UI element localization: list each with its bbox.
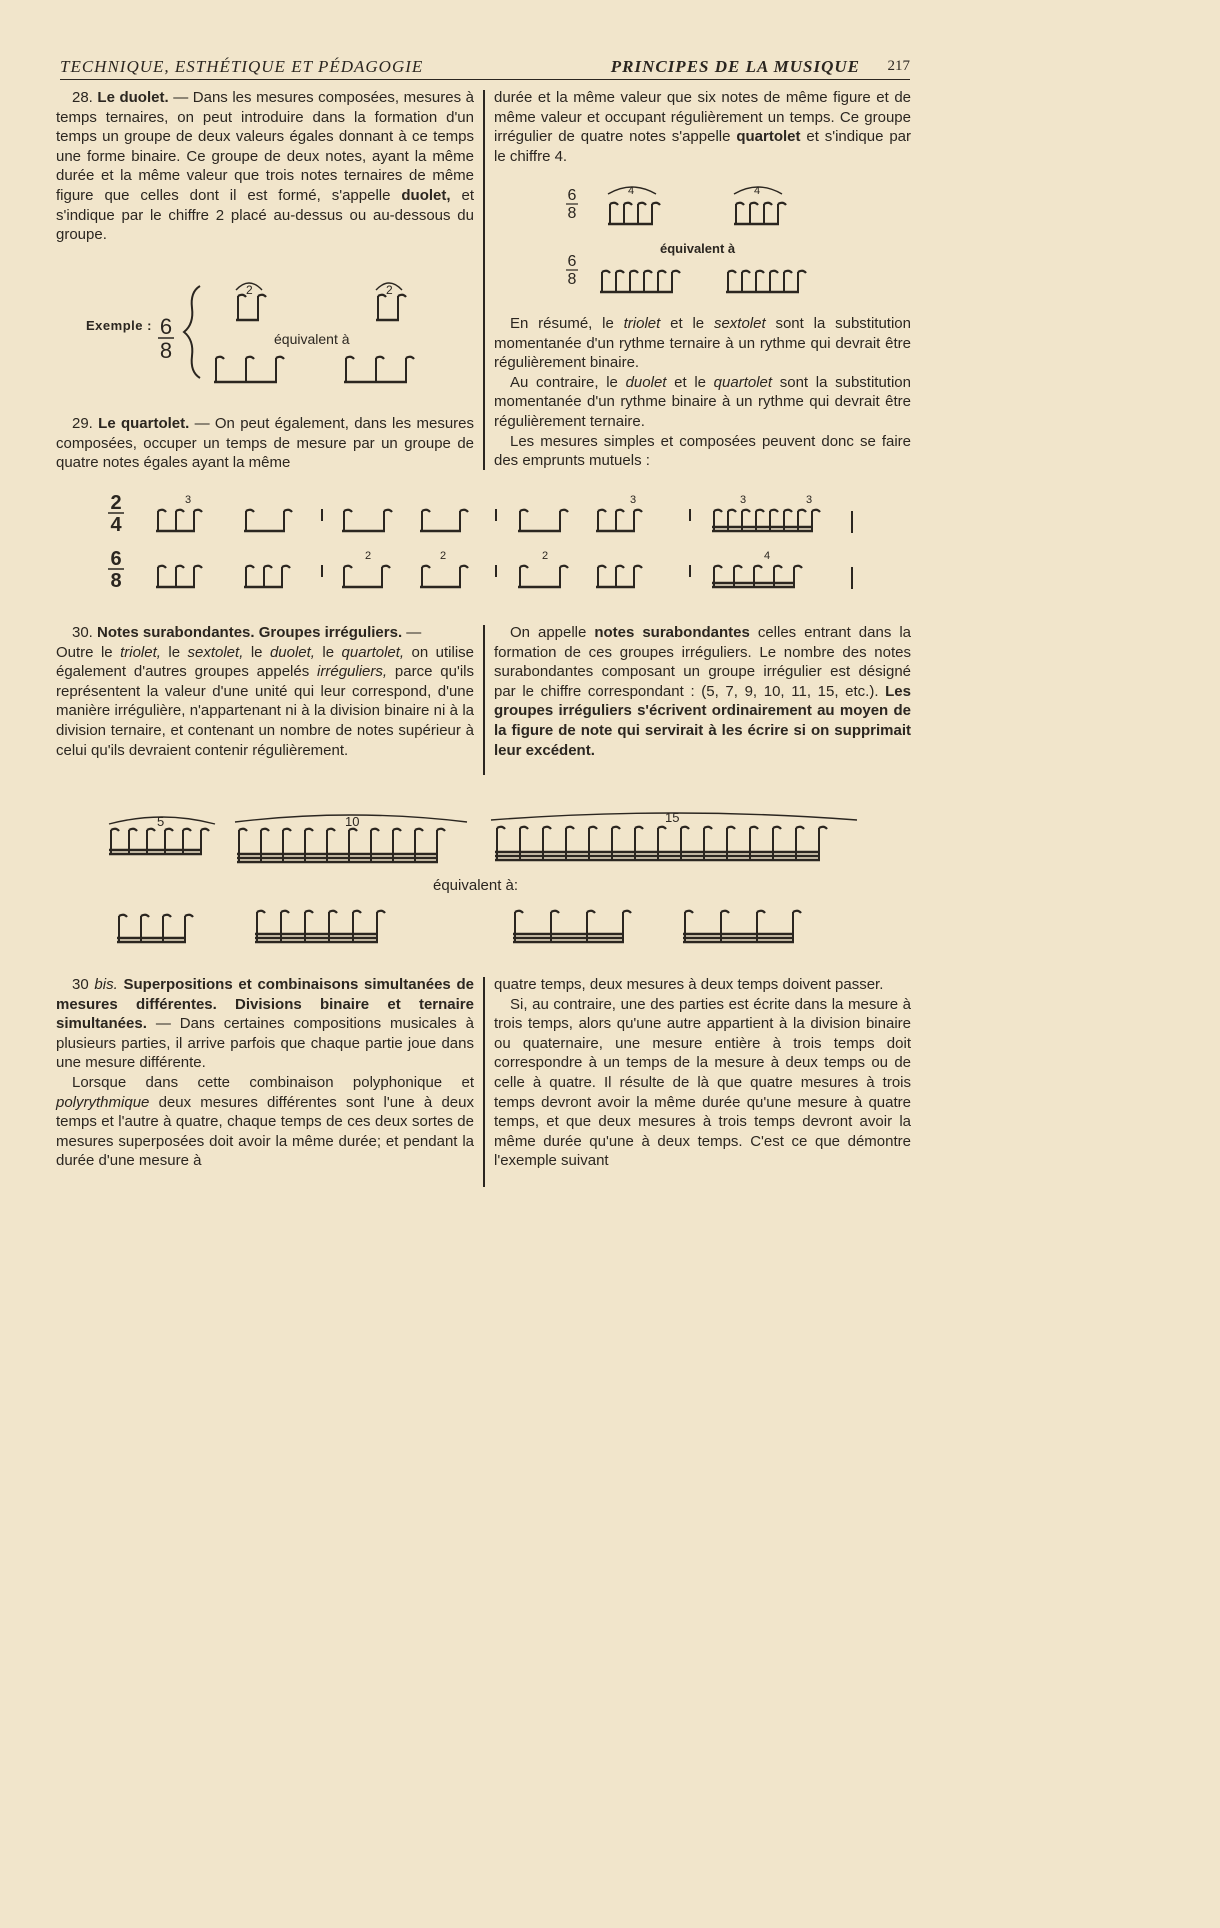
section-28-body: — Dans les mesures composées, mesures à temps ternaires, on peut introduire dans la formation d'un temps un groupe de deux valeurs égales donnant à ce temps une forme binaire. Ce groupe de deux notes, ayant la même durée et la même valeur que trois notes ternaires de même figure que celles dont il est formé, s'appelle bbox=[56, 89, 474, 204]
note-head bbox=[784, 510, 792, 512]
note-head bbox=[176, 510, 184, 512]
note-head bbox=[587, 911, 595, 913]
note-group bbox=[214, 357, 284, 382]
note-group bbox=[237, 829, 445, 862]
note-head bbox=[406, 357, 414, 359]
page-number: 217 bbox=[887, 58, 910, 74]
note-head bbox=[257, 911, 265, 913]
s30bis-p2-b: deux mesures différentes sont l'une à deux temps et l'autre à quatre, chaque temps de ces deux sortes de mesures superposées doit avoir la même durée; et pendant la durée d'une mesure à bbox=[56, 1093, 474, 1170]
note-group bbox=[376, 295, 406, 320]
note-head bbox=[376, 357, 384, 359]
note-head bbox=[460, 510, 468, 512]
summary-text-2: et le bbox=[660, 315, 714, 332]
note-head bbox=[281, 911, 289, 913]
note-head bbox=[239, 829, 247, 831]
tuplet-2: 2 bbox=[542, 550, 549, 562]
note-head bbox=[812, 510, 820, 512]
s30-text-b: le bbox=[160, 643, 188, 661]
note-head bbox=[774, 566, 782, 568]
note-head bbox=[798, 271, 806, 273]
note-group bbox=[109, 829, 209, 854]
tuplet-10: 10 bbox=[345, 814, 360, 829]
note-head bbox=[796, 827, 804, 829]
tuplet-3: 3 bbox=[740, 494, 747, 506]
section-28-title: Le duolet. bbox=[97, 89, 169, 106]
note-head bbox=[327, 829, 335, 831]
note-head bbox=[329, 911, 337, 913]
term-quartolet: quartolet bbox=[713, 373, 773, 391]
section-28 bbox=[56, 88, 474, 245]
section-30-right bbox=[494, 623, 911, 760]
example-label: Exemple : bbox=[86, 318, 152, 333]
s30bis-title: Superpositions et combinaisons simultanées de mesures différentes. Divisions binaire et ternaire simultanées. bbox=[56, 976, 474, 1033]
note-group bbox=[596, 566, 642, 587]
note-head bbox=[377, 911, 385, 913]
brace bbox=[184, 286, 200, 378]
contrary-text-2: et le bbox=[666, 373, 714, 391]
column-divider-bottom bbox=[483, 977, 485, 1187]
note-group bbox=[156, 510, 202, 531]
note-head bbox=[589, 827, 597, 829]
note-head bbox=[398, 295, 406, 297]
note-head bbox=[305, 829, 313, 831]
s30bis-right-p2: Si, au contraire, une des parties est écrite dans la mesure à trois temps, alors qu'une autre appartient à la division binaire ou quaternaire, une mesure entière à trois temps doit correspondre à un temps de la mesure à deux temps ou de celle à quatre. Il résulte de là que quatre mesures à trois temps devront avoir la même durée qu'une mesure à quatre temps, et que deux mesures à trois temps devront avoir la même durée qu'une à deux temps. C'est ce que démontre l'exemple suivant bbox=[494, 995, 911, 1170]
running-header bbox=[60, 57, 910, 80]
note-group bbox=[344, 357, 414, 382]
note-head bbox=[349, 829, 357, 831]
note-head bbox=[728, 510, 736, 512]
tuplet-5: 5 bbox=[157, 814, 165, 829]
note-head bbox=[794, 566, 802, 568]
note-head bbox=[111, 829, 119, 831]
note-head bbox=[616, 566, 624, 568]
section-29 bbox=[56, 414, 474, 473]
note-head bbox=[784, 271, 792, 273]
note-head bbox=[520, 566, 528, 568]
tuplet-2: 2 bbox=[386, 283, 393, 297]
note-head bbox=[778, 203, 786, 205]
note-head bbox=[728, 271, 736, 273]
section-30-dash: — bbox=[402, 624, 422, 641]
note-head bbox=[652, 203, 660, 205]
s30-irreguliers: irréguliers, bbox=[317, 663, 388, 681]
note-head bbox=[736, 203, 744, 205]
note-head bbox=[520, 827, 528, 829]
note-head bbox=[819, 827, 827, 829]
section-30-bis-right bbox=[494, 975, 911, 1171]
note-head bbox=[634, 510, 642, 512]
section-30-title: Notes surabondantes. Groupes irréguliers. bbox=[97, 624, 403, 641]
note-group bbox=[420, 566, 468, 587]
s30r-text-a: On appelle bbox=[510, 624, 595, 641]
note-group bbox=[600, 271, 680, 292]
note-head bbox=[644, 271, 652, 273]
note-head bbox=[630, 271, 638, 273]
note-head bbox=[353, 911, 361, 913]
note-head bbox=[543, 827, 551, 829]
section-29-title: Le quartolet. bbox=[98, 415, 190, 432]
note-head bbox=[624, 203, 632, 205]
note-head bbox=[750, 203, 758, 205]
note-head bbox=[560, 510, 568, 512]
note-head bbox=[378, 295, 386, 297]
note-head bbox=[282, 566, 290, 568]
section-30 bbox=[56, 623, 474, 760]
note-head bbox=[770, 510, 778, 512]
note-head bbox=[119, 915, 127, 917]
note-head bbox=[238, 295, 246, 297]
note-head bbox=[276, 357, 284, 359]
s30r-term: notes surabondantes bbox=[594, 624, 750, 641]
note-head bbox=[638, 203, 646, 205]
example-borrowings-notation bbox=[100, 485, 900, 605]
note-head bbox=[704, 827, 712, 829]
equivalent-label: équivalent à bbox=[274, 331, 350, 347]
tuplet-4: 4 bbox=[754, 185, 761, 197]
note-head bbox=[756, 510, 764, 512]
ex2-time-denominator-2: 8 bbox=[567, 271, 577, 288]
ex2-time-denominator-1: 8 bbox=[567, 205, 577, 222]
section-29-body: — On peut également, dans les mesures composées, occuper un temps de mesure par un groupe de quatre notes égales ayant la même bbox=[56, 415, 474, 472]
note-head bbox=[422, 510, 430, 512]
tuplet-3: 3 bbox=[185, 494, 192, 506]
column-divider-top bbox=[483, 90, 485, 470]
note-group bbox=[596, 510, 642, 531]
note-head bbox=[610, 203, 618, 205]
note-head bbox=[246, 566, 254, 568]
note-group bbox=[244, 510, 292, 531]
note-group bbox=[495, 827, 827, 860]
note-head bbox=[216, 357, 224, 359]
note-head bbox=[185, 915, 193, 917]
tuplet-15: 15 bbox=[665, 810, 680, 825]
s30bis-polyrythmique: polyrythmique bbox=[56, 1093, 150, 1111]
note-head bbox=[598, 510, 606, 512]
contrary-text-3: sont la substitution momentanée d'un rythme binaire à un rythme qui devrait être régulièrement ternaire. bbox=[494, 373, 911, 430]
note-head bbox=[415, 829, 423, 831]
note-head bbox=[284, 510, 292, 512]
note-group bbox=[420, 510, 468, 531]
note-head bbox=[437, 829, 445, 831]
ex2-time-numerator-1: 6 bbox=[567, 187, 577, 204]
s30-quartolet: quartolet, bbox=[341, 643, 405, 661]
note-head bbox=[770, 271, 778, 273]
ex2-equivalent-label: équivalent à bbox=[660, 241, 736, 256]
section-29-number: 29. bbox=[72, 415, 93, 432]
s30-text-c: le bbox=[243, 643, 270, 661]
note-group bbox=[156, 566, 202, 587]
s30r-bold-rule: Les groupes irréguliers s'écrivent ordinairement au moyen de la figure de note qui servirait à les écrire si on supprimait leur excédent. bbox=[494, 682, 911, 759]
note-group bbox=[513, 911, 631, 942]
note-head bbox=[714, 510, 722, 512]
s30bis-number: 30 bbox=[72, 976, 95, 993]
note-head bbox=[560, 566, 568, 568]
right-column-summary bbox=[494, 314, 911, 471]
note-group bbox=[712, 566, 802, 587]
ex3-row2-numerator: 6 bbox=[110, 548, 122, 570]
note-head bbox=[163, 915, 171, 917]
quartolet-text-end: et s'indique par le chiffre 4. bbox=[494, 128, 911, 165]
note-head bbox=[176, 566, 184, 568]
note-head bbox=[623, 911, 631, 913]
ex3-row1-denominator: 4 bbox=[110, 514, 122, 536]
s30-sextolet: sextolet, bbox=[187, 643, 244, 661]
tuplet-4: 4 bbox=[628, 185, 635, 197]
right-column-top bbox=[494, 88, 911, 166]
note-head bbox=[201, 829, 209, 831]
term-duolet: duolet bbox=[625, 373, 667, 391]
note-head bbox=[793, 911, 801, 913]
note-head bbox=[672, 271, 680, 273]
s30-triolet: triolet, bbox=[120, 643, 161, 661]
s30-text-d: le bbox=[314, 643, 342, 661]
column-divider-middle bbox=[483, 625, 485, 775]
note-head bbox=[194, 510, 202, 512]
note-head bbox=[612, 827, 620, 829]
tuplet-2: 2 bbox=[440, 550, 447, 562]
note-head bbox=[147, 829, 155, 831]
note-head bbox=[346, 357, 354, 359]
ex2-time-numerator-2: 6 bbox=[567, 253, 577, 270]
note-head bbox=[258, 295, 266, 297]
note-head bbox=[283, 829, 291, 831]
summary-text-1: En résumé, le bbox=[510, 315, 624, 332]
note-head bbox=[515, 911, 523, 913]
note-head bbox=[246, 510, 254, 512]
note-head bbox=[520, 510, 528, 512]
note-head bbox=[344, 566, 352, 568]
section-28-term: duolet, bbox=[401, 186, 451, 204]
note-group bbox=[683, 911, 801, 942]
note-head bbox=[261, 829, 269, 831]
note-group bbox=[726, 271, 806, 292]
note-head bbox=[727, 827, 735, 829]
tuplet-3: 3 bbox=[806, 494, 813, 506]
time-signature-numerator: 6 bbox=[159, 314, 173, 339]
note-head bbox=[382, 566, 390, 568]
note-group bbox=[518, 566, 568, 587]
note-head bbox=[681, 827, 689, 829]
note-head bbox=[721, 911, 729, 913]
note-head bbox=[158, 510, 166, 512]
note-head bbox=[764, 203, 772, 205]
note-head bbox=[714, 566, 722, 568]
note-group bbox=[255, 911, 385, 942]
note-head bbox=[773, 827, 781, 829]
note-head bbox=[393, 829, 401, 831]
section-28-body-end: et s'indique par le chiffre 2 placé au-dessus ou au-dessous du groupe. bbox=[56, 186, 474, 244]
note-head bbox=[616, 271, 624, 273]
note-head bbox=[158, 566, 166, 568]
header-right-title: PRINCIPES DE LA MUSIQUE bbox=[610, 57, 860, 76]
note-head bbox=[497, 827, 505, 829]
note-head bbox=[602, 271, 610, 273]
note-head bbox=[344, 510, 352, 512]
note-head bbox=[616, 510, 624, 512]
note-head bbox=[685, 911, 693, 913]
note-head bbox=[264, 566, 272, 568]
note-head bbox=[305, 911, 313, 913]
tuplet-3: 3 bbox=[630, 494, 637, 506]
borrowings-text: Les mesures simples et composées peuvent donc se faire des emprunts mutuels : bbox=[494, 432, 911, 470]
note-head bbox=[384, 510, 392, 512]
s30bis-bis: bis. bbox=[94, 976, 118, 993]
quartolet-text: durée et la même valeur que six notes de même figure et de même valeur et occupant régulièrement un temps. Ce groupe irrégulier de quatre notes s'appelle bbox=[494, 89, 911, 146]
s30-text-e: on utilise également d'autres groupes appelés bbox=[56, 643, 475, 681]
tuplet-2: 2 bbox=[365, 550, 372, 562]
note-head bbox=[742, 510, 750, 512]
note-head bbox=[734, 566, 742, 568]
example-duolet-notation bbox=[150, 280, 430, 390]
header-left-title: TECHNIQUE, ESTHÉTIQUE ET PÉDAGOGIE bbox=[60, 57, 424, 76]
ex3-row2-denominator: 8 bbox=[110, 570, 122, 592]
contrary-text-1: Au contraire, le bbox=[510, 373, 626, 391]
note-head bbox=[566, 827, 574, 829]
note-head bbox=[129, 829, 137, 831]
ex4-equivalent-label: équivalent à: bbox=[433, 877, 519, 894]
note-head bbox=[460, 566, 468, 568]
note-head bbox=[246, 357, 254, 359]
note-head bbox=[422, 566, 430, 568]
s30r-text-b: celles entrant dans la formation de ces groupes irréguliers. Le nombre des notes surabondantes composant un groupe irrégulier est désigné par le chiffre correspondant : (5, 7, 9, 10, 11, 15, etc.). bbox=[494, 624, 911, 700]
time-signature-denominator: 8 bbox=[159, 338, 173, 363]
example-irregular-groups-notation bbox=[105, 800, 865, 960]
s30bis-p2-a: Lorsque dans cette combinaison polyphonique et bbox=[72, 1073, 474, 1091]
note-head bbox=[141, 915, 149, 917]
note-group bbox=[244, 566, 290, 587]
example-quartolet-notation bbox=[560, 180, 860, 300]
section-30-number: 30. bbox=[72, 624, 93, 641]
note-group bbox=[608, 203, 660, 224]
note-group bbox=[712, 510, 820, 531]
note-head bbox=[756, 271, 764, 273]
note-head bbox=[371, 829, 379, 831]
note-head bbox=[798, 510, 806, 512]
note-head bbox=[598, 566, 606, 568]
note-head bbox=[194, 566, 202, 568]
note-head bbox=[183, 829, 191, 831]
section-30-bis bbox=[56, 975, 474, 1171]
note-group bbox=[734, 203, 786, 224]
note-head bbox=[750, 827, 758, 829]
ex3-row1-numerator: 2 bbox=[110, 492, 122, 514]
s30-text-a: Outre le bbox=[56, 643, 121, 661]
quartolet-term: quartolet bbox=[736, 128, 801, 146]
term-triolet: triolet bbox=[623, 315, 661, 332]
note-group bbox=[117, 915, 193, 942]
s30bis-body: — Dans certaines compositions musicales à plusieurs parties, il arrive parfois que chaque partie joue dans une mesure différente. bbox=[56, 1015, 474, 1072]
note-head bbox=[634, 566, 642, 568]
note-head bbox=[742, 271, 750, 273]
note-head bbox=[757, 911, 765, 913]
note-head bbox=[635, 827, 643, 829]
note-head bbox=[754, 566, 762, 568]
summary-text-3: sont la substitution momentanée d'un rythme ternaire à un rythme qui devrait être régulièrement binaire. bbox=[494, 315, 911, 372]
tuplet-4: 4 bbox=[764, 550, 771, 562]
note-head bbox=[658, 271, 666, 273]
note-group bbox=[518, 510, 568, 531]
note-head bbox=[165, 829, 173, 831]
note-head bbox=[658, 827, 666, 829]
s30bis-right-p1: quatre temps, deux mesures à deux temps doivent passer. bbox=[494, 976, 884, 993]
tuplet-2: 2 bbox=[246, 283, 253, 297]
s30-duolet: duolet, bbox=[269, 643, 315, 661]
note-group bbox=[236, 295, 266, 320]
s30-text-f: parce qu'ils représentent la valeur d'une unité qui leur correspond, d'une manière irrégulière, n'appartenant ni à la division binaire ni à la division ternaire, et contenant un nombre de notes supérieur à celui qu'ils devraient contenir régulièrement. bbox=[56, 663, 474, 759]
section-28-number: 28. bbox=[72, 89, 93, 106]
term-sextolet: sextolet bbox=[713, 315, 766, 332]
note-group bbox=[342, 566, 390, 587]
note-head bbox=[551, 911, 559, 913]
note-group bbox=[342, 510, 392, 531]
